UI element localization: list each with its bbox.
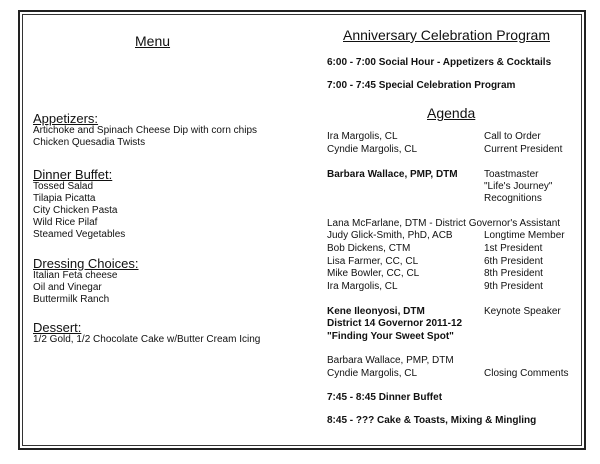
agenda-role: Closing Comments — [484, 368, 569, 379]
agenda-role: Toastmaster — [484, 169, 539, 180]
agenda-name: Kene Ileonyosi, DTM — [327, 306, 425, 317]
agenda-role: 9th President — [484, 281, 543, 292]
social-hour: 6:00 - 7:00 Social Hour - Appetizers & Cocktails — [327, 57, 552, 68]
menu-title: Menu — [135, 33, 171, 49]
agenda-role: Longtime Member — [484, 230, 565, 241]
agenda-name: Barbara Wallace, PMP, DTM — [327, 169, 458, 180]
dinner-item: Tilapia Picatta — [33, 193, 96, 204]
agenda-role: 1st President — [484, 243, 543, 254]
agenda-name: Mike Bowler, CC, CL — [327, 268, 420, 279]
agenda-name: "Finding Your Sweet Spot" — [327, 331, 454, 342]
dressing-item: Oil and Vinegar — [33, 282, 102, 293]
program-title: Anniversary Celebration Program — [343, 27, 550, 43]
dinner-buffet-time: 7:45 - 8:45 Dinner Buffet — [327, 392, 443, 403]
agenda-role: Keynote Speaker — [484, 306, 561, 317]
agenda-role: Recognitions — [484, 193, 542, 204]
agenda-role: 8th President — [484, 268, 543, 279]
dinner-item: Tossed Salad — [33, 181, 94, 192]
cake-time: 8:45 - ??? Cake & Toasts, Mixing & Mingling — [327, 415, 537, 426]
special-program: 7:00 - 7:45 Special Celebration Program — [327, 80, 516, 91]
appetizer-item: Chicken Quesadia Twists — [33, 137, 146, 148]
dessert-item: 1/2 Gold, 1/2 Chocolate Cake w/Butter Cream Icing — [33, 334, 261, 345]
dinner-heading: Dinner Buffet: — [33, 167, 113, 182]
agenda-name: Lisa Farmer, CC, CL — [327, 256, 419, 267]
agenda-role: Current President — [484, 144, 563, 155]
agenda-name: District 14 Governor 2011-12 — [327, 318, 463, 329]
agenda-name: Bob Dickens, CTM — [327, 243, 411, 254]
dinner-item: Steamed Vegetables — [33, 229, 126, 240]
dinner-item: Wild Rice Pilaf — [33, 217, 98, 228]
agenda-name: Cyndie Margolis, CL — [327, 144, 418, 155]
agenda-name: Lana McFarlane, DTM - District Governor's Assistant — [327, 218, 561, 229]
agenda-role: "Life's Journey" — [484, 181, 553, 192]
agenda-role: Call to Order — [484, 131, 541, 142]
appetizer-item: Artichoke and Spinach Cheese Dip with corn chips — [33, 125, 258, 136]
dressing-heading: Dressing Choices: — [33, 256, 139, 271]
agenda-name: Ira Margolis, CL — [327, 281, 398, 292]
appetizers-heading: Appetizers: — [33, 111, 99, 126]
dinner-item: City Chicken Pasta — [33, 205, 118, 216]
dressing-item: Buttermilk Ranch — [33, 294, 110, 305]
agenda-name: Judy Glick-Smith, PhD, ACB — [327, 230, 453, 241]
dessert-heading: Dessert: — [33, 320, 82, 335]
dressing-item: Italian Feta cheese — [33, 270, 118, 281]
agenda-role: 6th President — [484, 256, 543, 267]
agenda-name: Barbara Wallace, PMP, DTM — [327, 355, 454, 366]
agenda-title: Agenda — [427, 105, 476, 121]
agenda-name: Ira Margolis, CL — [327, 131, 398, 142]
agenda-name: Cyndie Margolis, CL — [327, 368, 418, 379]
